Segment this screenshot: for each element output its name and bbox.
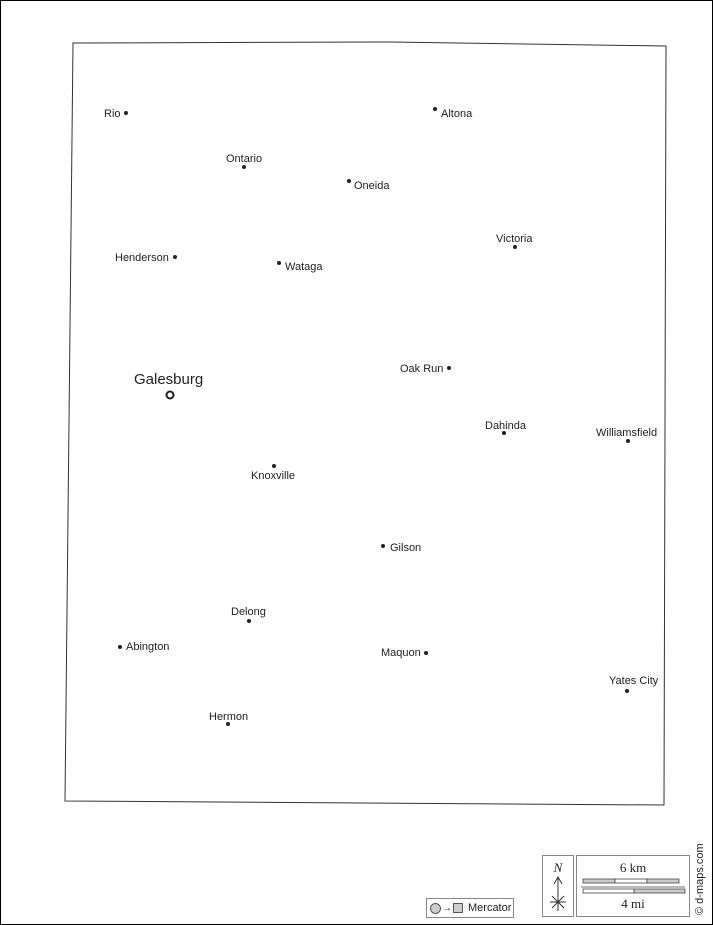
town-oneida[interactable]	[347, 179, 390, 192]
copyright-text: © d-maps.com	[694, 843, 706, 915]
town-maquon[interactable]	[381, 647, 428, 659]
town-dahinda[interactable]	[485, 420, 527, 435]
town-marker-icon	[513, 245, 517, 249]
town-marker-icon	[625, 689, 629, 693]
scale-bar-box	[576, 855, 690, 917]
town-altona[interactable]	[433, 107, 473, 120]
town-label: Knoxville	[251, 470, 296, 482]
town-label: Abington	[126, 641, 170, 653]
town-marker-icon	[173, 255, 177, 259]
town-label: Henderson	[115, 252, 169, 264]
town-label: Oak Run	[400, 363, 444, 375]
town-oak-run[interactable]	[400, 363, 451, 375]
town-label: Yates City	[609, 675, 659, 687]
county-seat-galesburg[interactable]	[134, 371, 203, 399]
town-label: Dahinda	[485, 420, 526, 432]
projection-legend	[426, 898, 514, 918]
town-label: Wataga	[285, 261, 323, 273]
town-hermon[interactable]	[209, 711, 248, 726]
town-label: Ontario	[226, 153, 263, 165]
town-label: Maquon	[381, 647, 421, 659]
globe-to-flat-projection-icon: →	[430, 903, 463, 914]
county-boundary	[65, 42, 666, 805]
town-rio[interactable]	[104, 108, 128, 120]
town-marker-icon	[124, 111, 128, 115]
town-label: Gilson	[390, 542, 422, 554]
city-label: Galesburg	[134, 371, 204, 388]
north-arrow-box	[542, 855, 574, 917]
town-knoxville[interactable]	[251, 464, 295, 482]
town-label: Victoria	[496, 233, 533, 245]
town-marker-icon	[626, 439, 630, 443]
town-williamsfield[interactable]	[596, 427, 657, 443]
town-label: Rio	[104, 108, 121, 120]
town-henderson[interactable]	[115, 252, 177, 264]
scale-mi-label: 4 mi	[621, 896, 645, 911]
town-gilson[interactable]	[381, 542, 421, 554]
town-label: Williamsfield	[596, 427, 658, 439]
town-delong[interactable]	[231, 606, 266, 623]
town-label: Altona	[441, 108, 473, 120]
town-yates-city[interactable]	[609, 675, 659, 693]
town-victoria[interactable]	[496, 233, 533, 249]
town-wataga[interactable]	[277, 261, 323, 273]
town-marker-icon	[447, 366, 451, 370]
compass-icon	[543, 856, 573, 916]
town-marker-icon	[118, 645, 122, 649]
city-marker-icon	[167, 392, 174, 399]
town-marker-icon	[242, 165, 246, 169]
town-label: Delong	[231, 606, 266, 618]
town-abington[interactable]	[118, 641, 169, 653]
projection-label: Mercator	[468, 902, 512, 914]
town-marker-icon	[347, 179, 351, 183]
town-marker-icon	[247, 619, 251, 623]
town-marker-icon	[272, 464, 276, 468]
town-marker-icon	[277, 261, 281, 265]
town-marker-icon	[424, 651, 428, 655]
town-label: Hermon	[209, 711, 249, 723]
town-marker-icon	[381, 544, 385, 548]
scale-km-label: 6 km	[619, 860, 647, 875]
town-label: Oneida	[354, 180, 390, 192]
town-marker-icon	[433, 107, 437, 111]
north-label: N	[553, 860, 563, 875]
town-ontario[interactable]	[226, 153, 262, 169]
